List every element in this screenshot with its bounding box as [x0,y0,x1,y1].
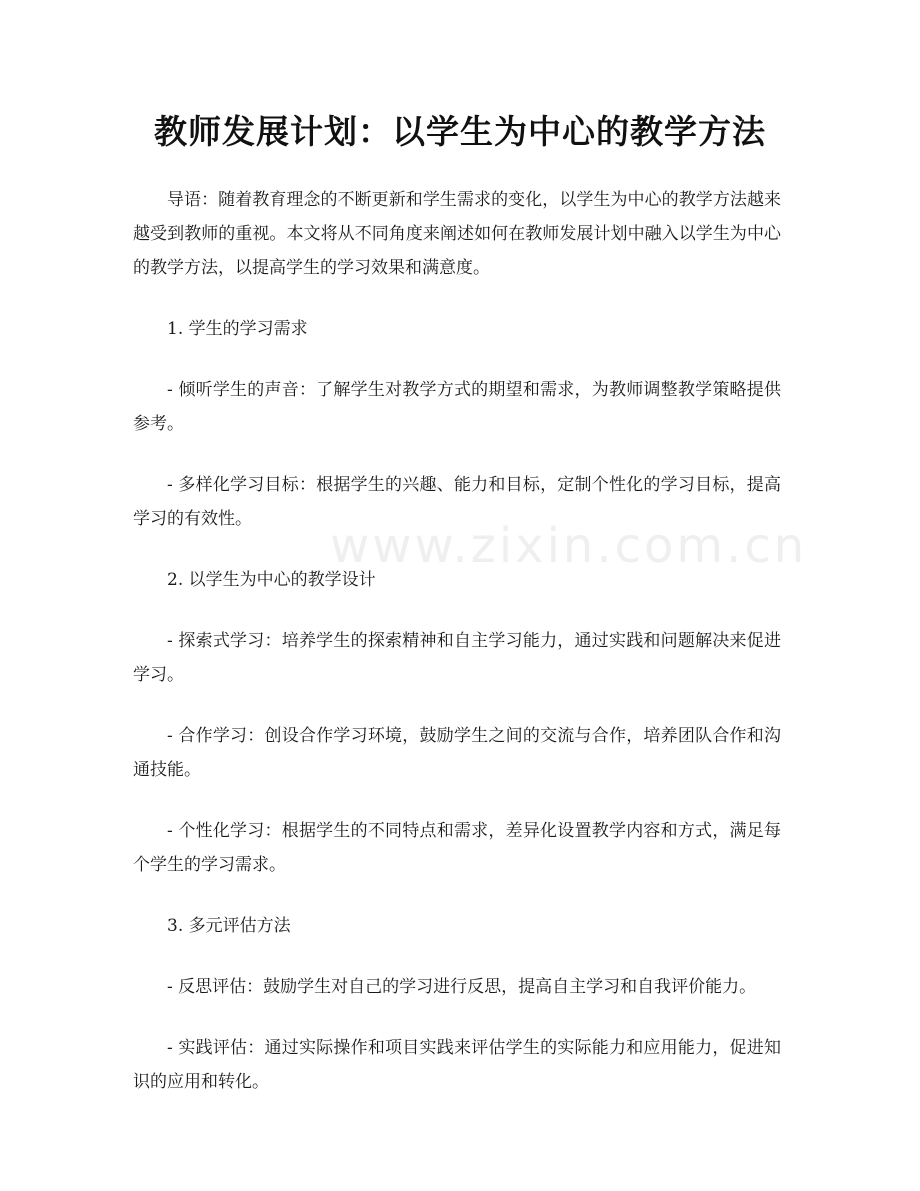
section-heading-3: 3. 多元评估方法 [167,916,291,936]
intro-paragraph: 导语：随着教育理念的不断更新和学生需求的变化，以学生为中心的教学方法越来越受到教师的重视。本文将从不同角度来阐述如何在教师发展计划中融入以学生为中心的教学方法，以提高学生的学习效果和满意度。 [133,190,781,278]
section-heading-2: 2. 以学生为中心的教学设计 [167,570,376,590]
section-3-item-1: - 反思评估：鼓励学生对自己的学习进行反思，提高自主学习和自我评价能力。 [167,977,757,997]
section-1-item-1: - 倾听学生的声音：了解学生对教学方式的期望和需求，为教师调整教学策略提供参考。 [133,380,781,434]
watermark: www.zixin.com.cn [330,518,808,574]
document-title: 教师发展计划：以学生为中心的教学方法 [154,112,766,151]
section-2-item-1: - 探索式学习：培养学生的探索精神和自主学习能力，通过实践和问题解决来促进学习。 [133,631,781,685]
document-body [133,183,781,1126]
section-3-item-2: - 实践评估：通过实际操作和项目实践来评估学生的实际能力和应用能力，促进知识的应用和转化。 [133,1038,781,1092]
section-heading-1: 1. 学生的学习需求 [167,319,308,339]
section-2-item-3: - 个性化学习：根据学生的不同特点和需求，差异化设置教学内容和方式，满足每个学生的学习需求。 [133,821,781,875]
section-2-item-2: - 合作学习：创设合作学习环境，鼓励学生之间的交流与合作，培养团队合作和沟通技能。 [133,726,781,780]
section-1-item-2: - 多样化学习目标：根据学生的兴趣、能力和目标，定制个性化的学习目标，提高学习的有效性。 [133,475,781,529]
